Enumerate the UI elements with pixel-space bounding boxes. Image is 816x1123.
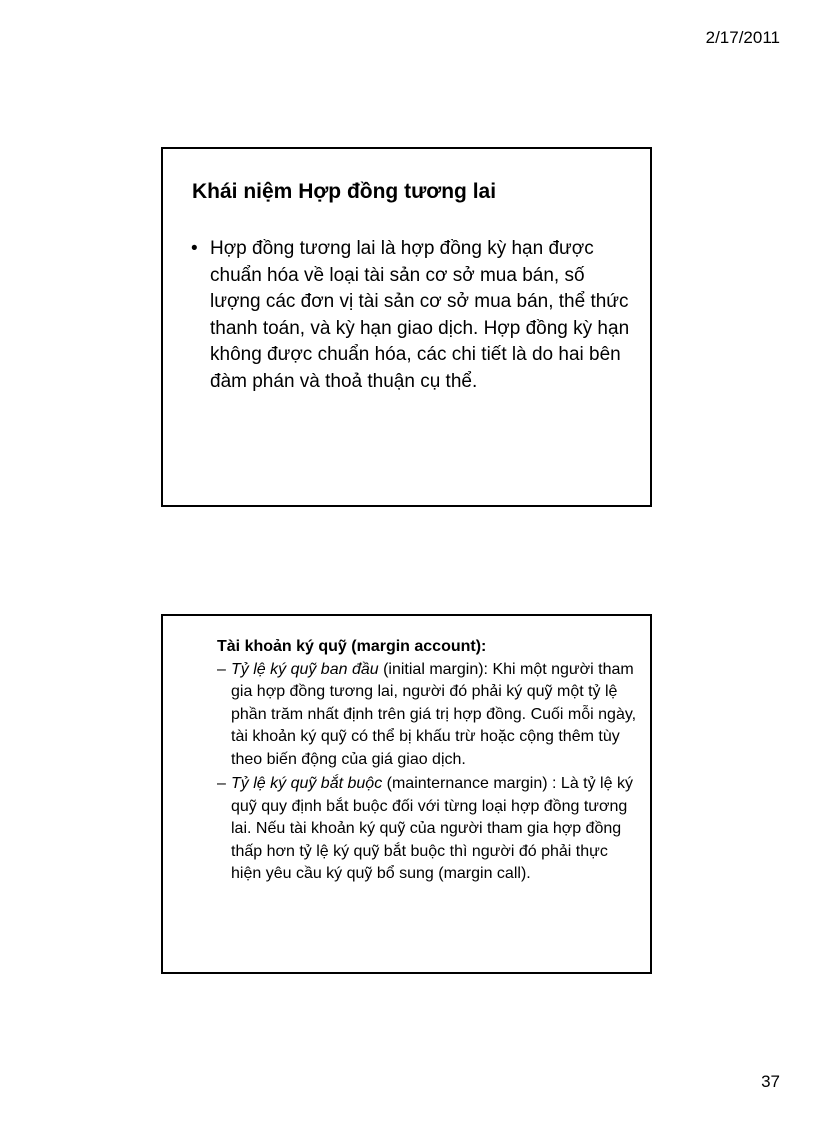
slide-margin-account xyxy=(161,614,652,974)
section-heading: Tài khoản ký quỹ (margin account): xyxy=(217,638,487,655)
slide-content xyxy=(217,636,642,886)
bullet-item xyxy=(191,236,631,395)
slide-title: Khái niệm Hợp đồng tương lai xyxy=(192,180,497,203)
page-number: 37 xyxy=(761,1072,780,1091)
dash-icon: – xyxy=(217,775,226,792)
definition-maintenance-margin: (mainternance margin) : Là tỷ lệ ký quỹ quy định bắt buộc đối với từng loại hợp đồng tương lai. Nếu tài khoản ký quỹ của người tham gia hợp đồng thấp hơn tỷ lệ ký quỹ bắt buộc thì người đó phải thực hiện yêu cầu ký quỹ bổ sung (margin call). xyxy=(231,775,633,882)
slide-futures-concept xyxy=(161,147,652,507)
list-item-initial-margin xyxy=(217,659,642,772)
term-maintenance-margin: Tỷ lệ ký quỹ bắt buộc xyxy=(231,775,383,792)
bullet-icon: • xyxy=(191,238,198,259)
bullet-list xyxy=(191,236,631,395)
print-date: 2/17/2011 xyxy=(705,28,780,47)
dash-icon: – xyxy=(217,660,226,678)
term-initial-margin: Tỷ lệ ký quỹ ban đầu xyxy=(231,660,379,678)
bullet-text: Hợp đồng tương lai là hợp đồng kỳ hạn được chuẩn hóa về loại tài sản cơ sở mua bán, số lượng các đơn vị tài sản cơ sở mua bán, thể thức thanh toán, và kỳ hạn giao dịch. Hợp đồng kỳ hạn không được chuẩn hóa, các chi tiết là do hai bên đàm phán và thoả thuận cụ thể. xyxy=(210,238,630,392)
definition-initial-margin: (initial margin): Khi một người tham gia hợp đồng tương lai, người đó phải ký quỹ một tỷ lệ phần trăm nhất định trên giá trị hợp đồng. Cuối mỗi ngày, tài khoản ký quỹ có thể bị khấu trừ hoặc cộng thêm tùy theo biến động của giá giao dịch. xyxy=(231,660,637,768)
list-item-maintenance-margin xyxy=(217,773,642,886)
margin-list xyxy=(217,659,642,886)
